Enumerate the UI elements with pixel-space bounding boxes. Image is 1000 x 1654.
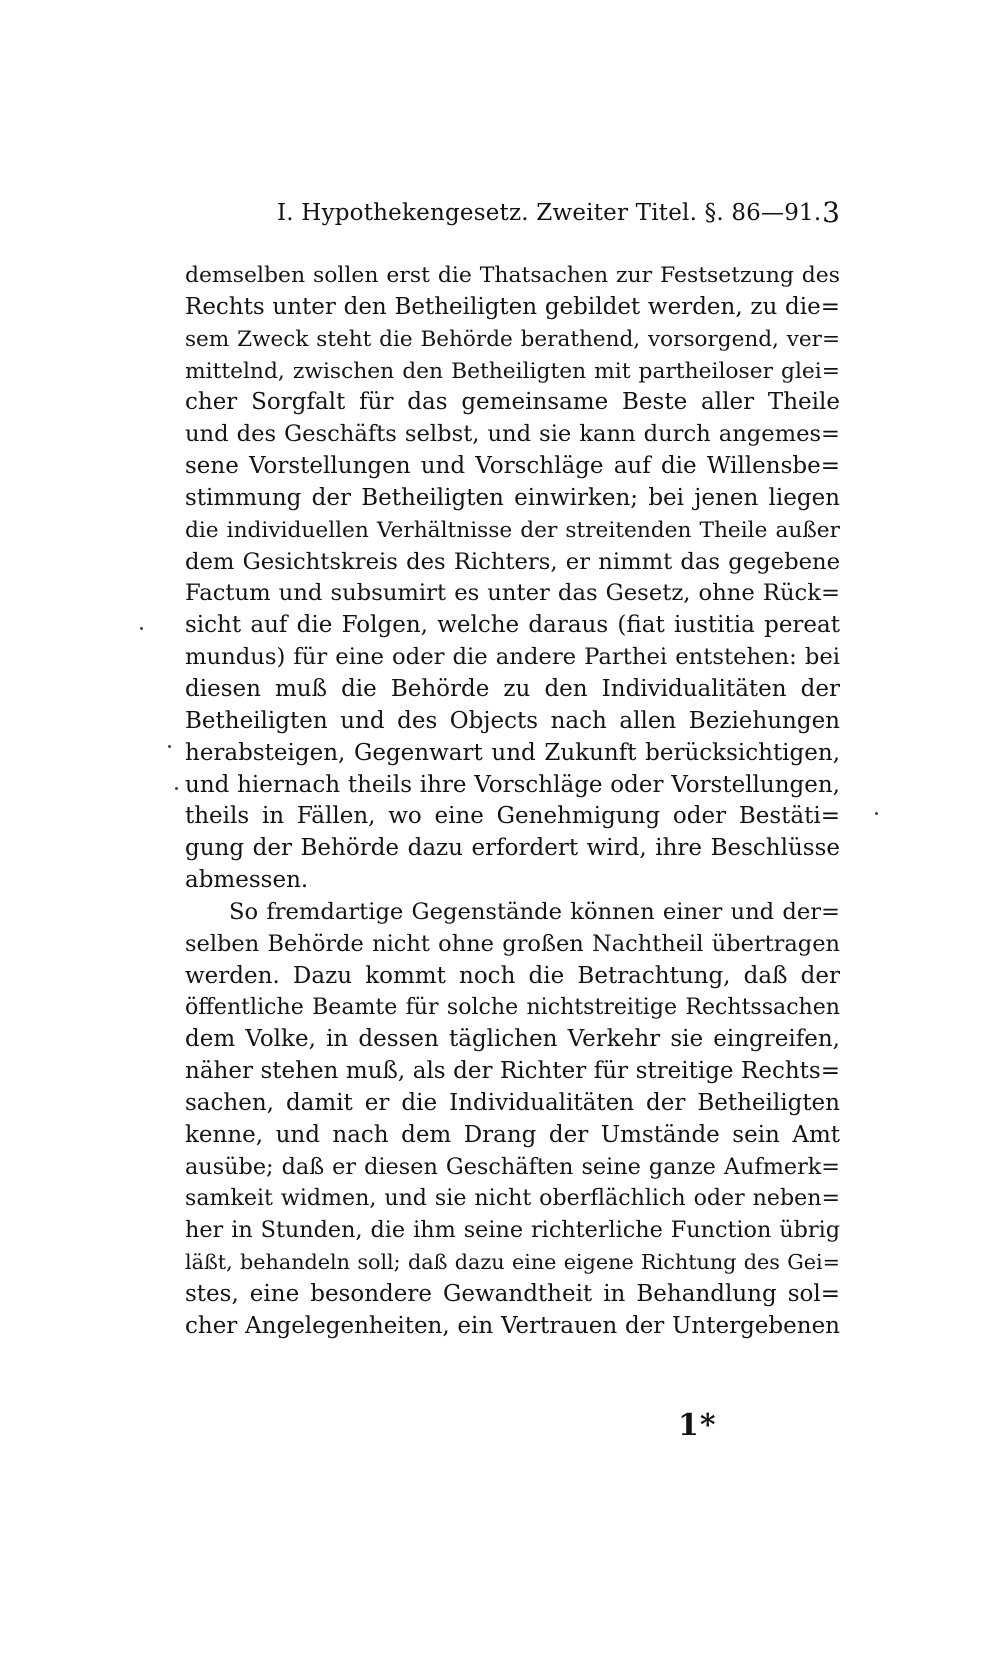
body-text [185,260,840,1343]
text-line: öffentliche Beamte für solche nichtstreitige Rechtssachen [185,995,840,1021]
text-line: mittelnd, zwischen den Betheiligten mit partheiloser glei= [185,358,840,384]
text-line: stes, eine besondere Gewandtheit in Behandlung sol= [185,1281,840,1307]
text-line: mundus) für eine oder die andere Parthei entstehen: bei [185,644,840,671]
text-line: demselben sollen erst die Thatsachen zur Festsetzung des [185,263,840,288]
signature-mark: 1* [678,1408,717,1443]
text-line: cher Angelegenheiten, ein Vertrauen der Untergebenen [185,1312,840,1339]
print-speck [175,787,178,790]
text-line: theils in Fällen, wo eine Genehmigung oder Bestäti= [185,803,840,830]
text-line: her in Stunden, die ihm seine richterliche Function übrig [185,1217,840,1244]
running-head [185,196,840,232]
print-speck [875,812,878,815]
text-line: sene Vorstellungen und Vorschläge auf die Willensbe= [185,453,840,480]
page-number: 3 [822,196,840,229]
text-line: cher Sorgfalt für das gemeinsame Beste aller Theile [185,389,840,416]
text-line: dem Gesichtskreis des Richters, er nimmt das gegebene [185,548,840,575]
text-line: sachen, damit er die Individualitäten der Betheiligten [185,1089,840,1116]
text-line: ausübe; daß er diesen Geschäften seine ganze Aufmerk= [185,1153,840,1180]
text-line: herabsteigen, Gegenwart und Zukunft berücksichtigen, [185,739,840,766]
text-line: diesen muß die Behörde zu den Individualitäten der [185,675,840,702]
paragraph-first-line: So fremdartige Gegenstände können einer und der= [229,898,840,925]
text-line: sicht auf die Folgen, welche daraus (fiat iustitia pereat [185,612,840,639]
paragraph-last-line: abmessen. [185,867,309,894]
text-line: und des Geschäfts selbst, und sie kann durch angemes= [185,421,840,448]
text-line: gung der Behörde dazu erfordert wird, ihre Beschlüsse [185,835,840,862]
text-line: sem Zweck steht die Behörde berathend, vorsorgend, ver= [185,326,840,352]
text-line: läßt, behandeln soll; daß dazu eine eigene Richtung des Gei= [185,1250,840,1275]
text-line: und hiernach theils ihre Vorschläge oder Vorstellungen, [185,771,840,798]
text-line: selben Behörde nicht ohne großen Nachtheil übertragen [185,930,840,957]
print-speck [140,627,143,630]
text-line: die individuellen Verhältnisse der streitenden Theile außer [185,517,840,543]
text-line: samkeit widmen, und sie nicht oberflächlich oder neben= [185,1185,840,1212]
text-line: dem Volke, in dessen täglichen Verkehr sie eingreifen, [185,1026,840,1053]
running-head-title: I. Hypothekengesetz. Zweiter Titel. §. 86—91. [277,200,822,226]
text-line: werden. Dazu kommt noch die Betrachtung, daß der [185,962,840,989]
text-line: stimmung der Betheiligten einwirken; bei jenen liegen [185,484,840,511]
print-speck [168,745,171,748]
text-line: kenne, und nach dem Drang der Umstände sein Amt [185,1121,840,1148]
text-line: Rechts unter den Betheiligten gebildet werden, zu die= [185,293,840,320]
text-line: näher stehen muß, als der Richter für streitige Rechts= [185,1058,840,1085]
text-line: Factum und subsumirt es unter das Gesetz, ohne Rück= [185,580,840,607]
text-line: Betheiligten und des Objects nach allen Beziehungen [185,707,840,734]
